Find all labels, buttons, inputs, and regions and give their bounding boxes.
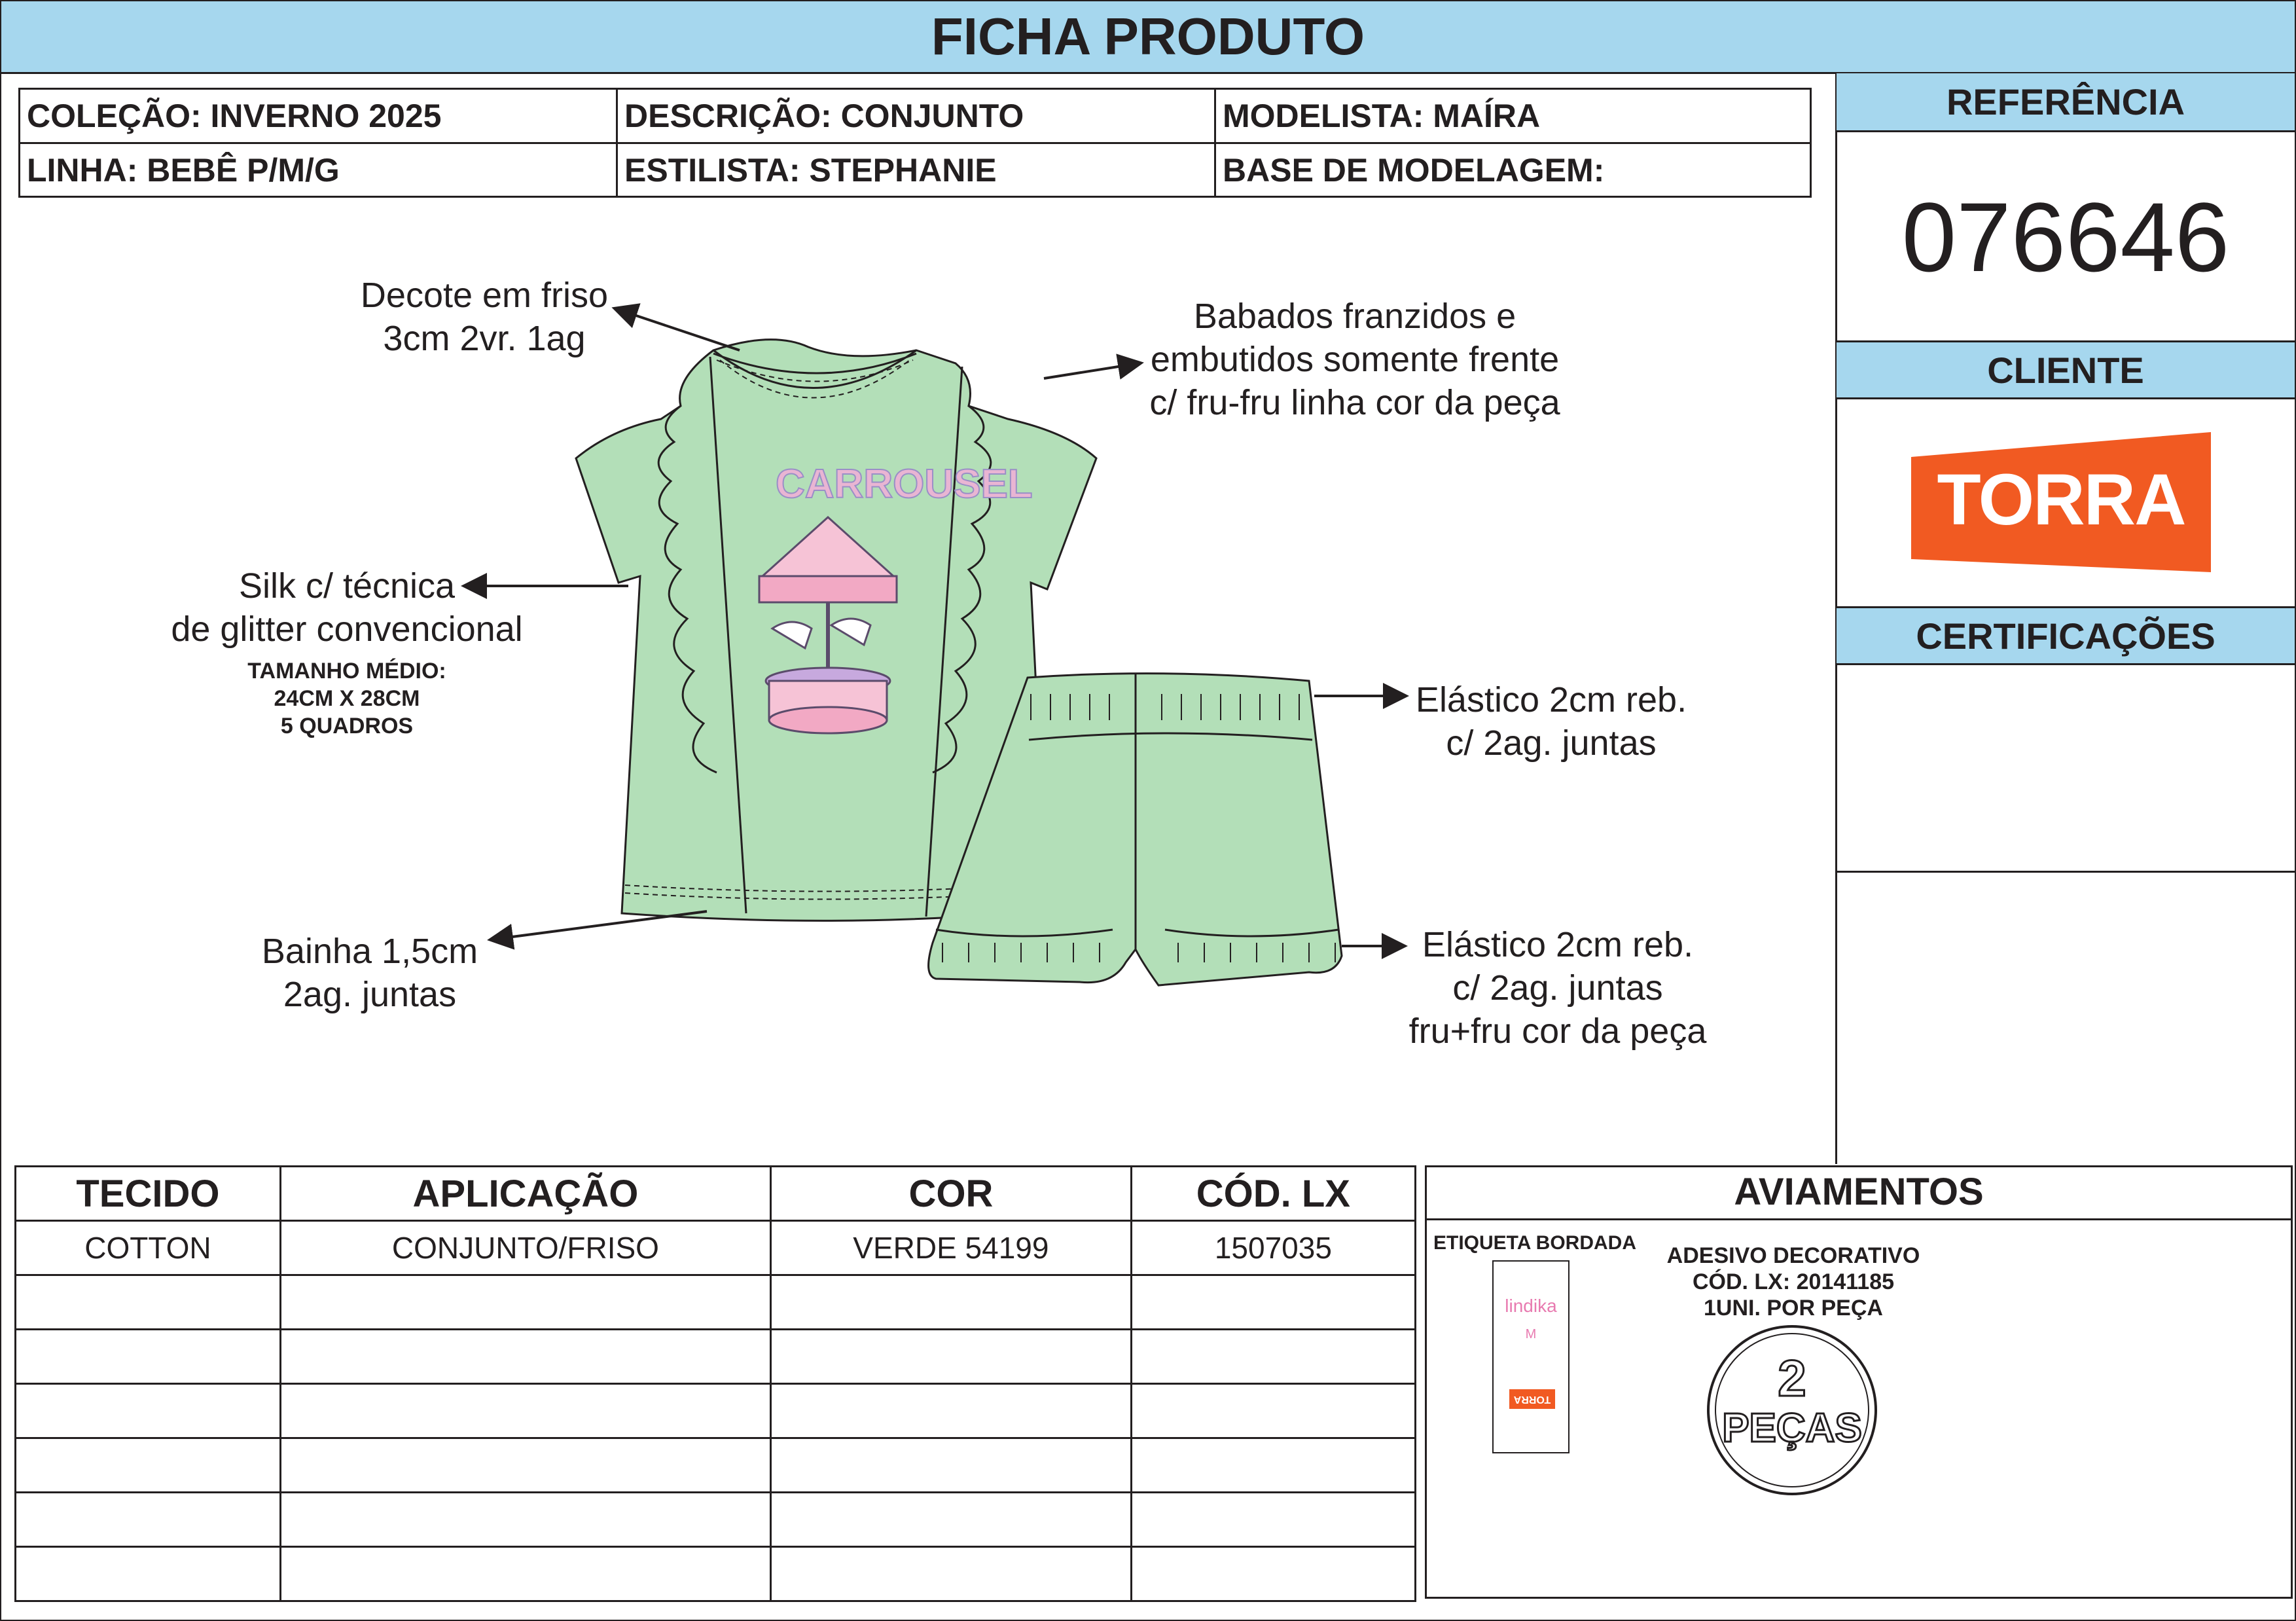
referencia-label: REFERÊNCIA bbox=[1837, 73, 2295, 132]
table-cell bbox=[280, 1275, 770, 1330]
table-row bbox=[16, 1275, 1416, 1330]
note-line: embutidos somente frente bbox=[1150, 340, 1560, 379]
adesivo-line: CÓD. LX: 20141185 bbox=[1692, 1269, 1895, 1294]
adesivo-line: 1UNI. POR PEÇA bbox=[1704, 1296, 1883, 1320]
table-cell bbox=[16, 1493, 281, 1547]
arrow-bainha bbox=[492, 911, 707, 939]
col-cod-lx: CÓD. LX bbox=[1131, 1167, 1415, 1221]
adesivo-sticker bbox=[1707, 1325, 1877, 1495]
table-cell bbox=[771, 1384, 1132, 1438]
note-silk-size bbox=[216, 657, 478, 740]
arrow-babados bbox=[1044, 363, 1139, 378]
adesivo-number: 2 bbox=[1778, 1349, 1806, 1407]
base-modelagem-field: BASE DE MODELAGEM: bbox=[1223, 152, 1605, 189]
note-line: Decote em friso bbox=[360, 276, 609, 315]
cliente-label: CLIENTE bbox=[1837, 340, 2295, 399]
table-cell: 1507035 bbox=[1131, 1221, 1415, 1275]
table-row bbox=[16, 1330, 1416, 1384]
table-row bbox=[16, 1493, 1416, 1547]
table-cell bbox=[280, 1330, 770, 1384]
note-elastico-perna bbox=[1394, 923, 1721, 1053]
descricao-field: DESCRIÇÃO: CONJUNTO bbox=[624, 98, 1024, 134]
table-row bbox=[16, 1438, 1416, 1493]
note-line: 2ag. juntas bbox=[283, 975, 457, 1014]
table-cell bbox=[1131, 1493, 1415, 1547]
table-cell bbox=[16, 1330, 281, 1384]
note-line: de glitter convencional bbox=[171, 610, 523, 649]
certificacoes-label: CERTIFICAÇÕES bbox=[1837, 606, 2295, 665]
aviamentos-title: AVIAMENTOS bbox=[1425, 1165, 2293, 1220]
table-cell bbox=[771, 1330, 1132, 1384]
col-tecido: TECIDO bbox=[16, 1167, 281, 1221]
table-cell bbox=[771, 1547, 1132, 1601]
table-cell bbox=[280, 1438, 770, 1493]
note-line: Silk c/ técnica bbox=[238, 566, 456, 606]
note-line: 5 QUADROS bbox=[280, 714, 414, 738]
colecao-field: COLEÇÃO: INVERNO 2025 bbox=[27, 98, 442, 134]
note-decote bbox=[334, 274, 635, 360]
table-cell: CONJUNTO/FRISO bbox=[280, 1221, 770, 1275]
note-line: Elástico 2cm reb. bbox=[1415, 680, 1687, 719]
note-line: Elástico 2cm reb. bbox=[1422, 925, 1694, 964]
certificacoes-divider bbox=[1837, 871, 2295, 873]
referencia-value: 076646 bbox=[1901, 181, 2230, 292]
col-cor: COR bbox=[771, 1167, 1132, 1221]
etiqueta-image bbox=[1492, 1260, 1570, 1453]
col-aplicacao: APLICAÇÃO bbox=[280, 1167, 770, 1221]
table-cell bbox=[771, 1275, 1132, 1330]
table-cell bbox=[1131, 1275, 1415, 1330]
table-cell bbox=[16, 1384, 281, 1438]
note-silk bbox=[144, 564, 550, 651]
materials-table bbox=[14, 1165, 1416, 1602]
linha-field: LINHA: BEBÊ P/M/G bbox=[27, 152, 340, 189]
table-cell bbox=[1131, 1438, 1415, 1493]
torra-logo-text: TORRA bbox=[1937, 460, 2185, 540]
page-title: FICHA PRODUTO bbox=[1, 1, 2295, 74]
note-elastico-cintura bbox=[1401, 678, 1702, 765]
note-line: 24CM X 28CM bbox=[274, 686, 420, 711]
note-line: c/ fru-fru linha cor da peça bbox=[1149, 383, 1560, 422]
table-cell bbox=[1131, 1384, 1415, 1438]
note-line: fru+fru cor da peça bbox=[1408, 1011, 1707, 1051]
adesivo-word: PEÇAS bbox=[1722, 1406, 1862, 1451]
table-cell: VERDE 54199 bbox=[771, 1221, 1132, 1275]
table-row bbox=[16, 1221, 1416, 1275]
note-bainha bbox=[236, 930, 504, 1016]
table-cell bbox=[16, 1547, 281, 1601]
table-row bbox=[16, 1384, 1416, 1438]
table-cell: COTTON bbox=[16, 1221, 281, 1275]
note-babados bbox=[1126, 295, 1584, 424]
table-cell bbox=[16, 1275, 281, 1330]
table-header-row bbox=[16, 1167, 1416, 1221]
note-line: Bainha 1,5cm bbox=[261, 932, 478, 971]
note-line: c/ 2ag. juntas bbox=[1452, 968, 1663, 1008]
etiqueta-size: M bbox=[1525, 1327, 1537, 1341]
table-cell bbox=[280, 1384, 770, 1438]
etiqueta-label: ETIQUETA BORDADA bbox=[1433, 1232, 1636, 1254]
table-cell bbox=[1131, 1330, 1415, 1384]
table-cell bbox=[280, 1493, 770, 1547]
etiqueta-brand: lindika bbox=[1505, 1296, 1557, 1316]
table-cell bbox=[771, 1493, 1132, 1547]
adesivo-line: ADESIVO DECORATIVO bbox=[1666, 1243, 1920, 1268]
etiqueta-torra-logo: TORRA bbox=[1509, 1389, 1555, 1409]
table-cell bbox=[280, 1547, 770, 1601]
modelista-field: MODELISTA: MAÍRA bbox=[1223, 98, 1541, 134]
table-row bbox=[16, 1547, 1416, 1601]
note-line: TAMANHO MÉDIO: bbox=[247, 659, 446, 683]
torra-logo bbox=[1911, 432, 2211, 572]
table-cell bbox=[771, 1438, 1132, 1493]
estilista-field: ESTILISTA: STEPHANIE bbox=[624, 152, 997, 189]
print-text: CARROUSEL bbox=[776, 462, 1033, 507]
table-cell bbox=[1131, 1547, 1415, 1601]
adesivo-info bbox=[1636, 1243, 1950, 1321]
table-cell bbox=[16, 1438, 281, 1493]
note-line: c/ 2ag. juntas bbox=[1446, 723, 1657, 763]
note-line: Babados franzidos e bbox=[1193, 297, 1516, 336]
arrow-decote bbox=[617, 309, 740, 350]
note-line: 3cm 2vr. 1ag bbox=[383, 319, 586, 358]
